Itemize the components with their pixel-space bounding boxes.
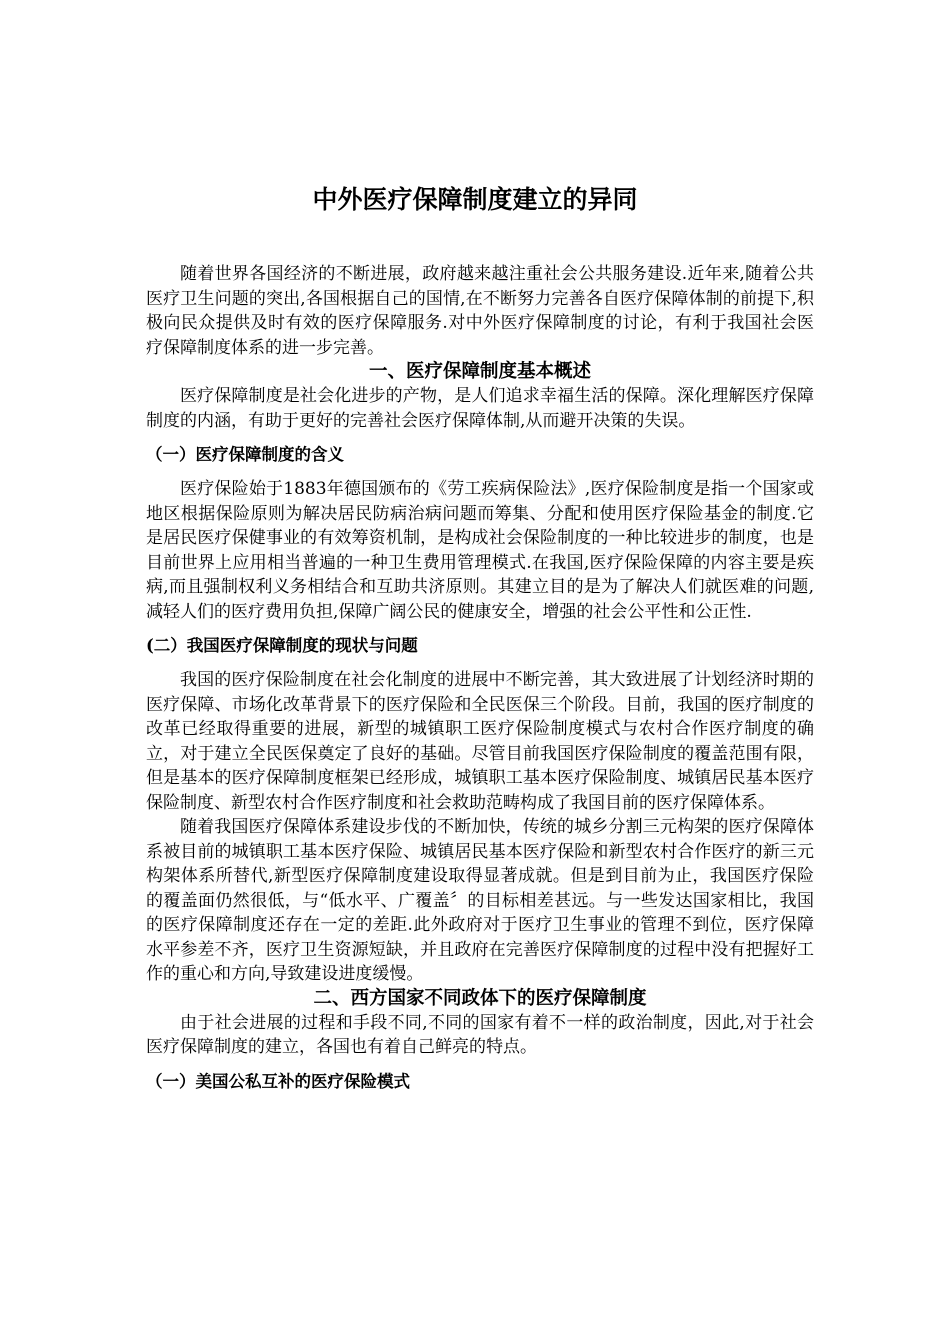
document-title: 中外医疗保障制度建立的异同 [312,185,638,214]
section-1-paragraph: 医疗保障制度是社会化进步的产物，是人们追求幸福生活的保障。深化理解医疗保障制度的内涵，有助于更好的完善社会医疗保障体制,从而避开决策的失误。 [146,386,814,431]
section-1-sub-2-paragraph-1: 我国的医疗保险制度在社会化制度的进展中不断完善，其大致进展了计划经济时期的医疗保障、市场化改革背景下的医疗保险和全民医保三个阶段。目前，我国的医疗制度的改革已经取得重要的进展，新型的城镇职工医疗保险制度模式与农村合作医疗制度的确立，对于建立全民医保奠定了良好的基础。尽管目前我国医疗保险制度的覆盖范围有限，但是基本的医疗保障制度框架已经形成，城镇职工基本医疗保险制度、城镇居民基本医疗保险制度、新型农村合作医疗制度和社会救助范畴构成了我国目前的医疗保障体系。 [146,670,814,813]
section-1-heading: 一、医疗保障制度基本概述 [368,361,591,382]
section-1-sub-2-heading: (二）我国医疗保障制度的现状与问题 [146,636,418,655]
section-1-sub-1-heading: （一）医疗保障制度的含义 [146,445,344,464]
section-1-sub-2-paragraph-2: 随着我国医疗保障体系建设步伐的不断加快，传统的城乡分割三元构架的医疗保障体系被目前的城镇职工基本医疗保险、城镇居民基本医疗保险和新型农村合作医疗的新三元构架体系所替代,新型医疗保障制度建设取得显著成就。但是到目前为止，我国医疗保险的覆盖面仍然很低，与“低水平、广覆盖〞的目标相差甚远。与一些发达国家相比，我国的医疗保障制度还存在一定的差距.此外政府对于医疗卫生事业的管理不到位，医疗保障水平参差不齐，医疗卫生资源短缺，并且政府在完善医疗保障制度的过程中没有把握好工作的重心和方向,导致建设进度缓慢。 [146,817,814,984]
document-body [146,262,814,1104]
section-2-paragraph: 由于社会进展的过程和手段不同,不同的国家有着不一样的政治制度，因此,对于社会医疗保障制度的建立，各国也有着自己鲜亮的特点。 [146,1012,814,1057]
intro-paragraph: 随着世界各国经济的不断进展，政府越来越注重社会公共服务建设.近年来,随着公共医疗卫生问题的突出,各国根据自己的国情,在不断努力完善各自医疗保障体制的前提下,积极向民众提供及时有效的医疗保障服务.对中外医疗保障制度的讨论，有利于我国社会医疗保障制度体系的进一步完善。 [146,264,814,358]
section-1-sub-1-paragraph: 医疗保险始于1883年德国颁布的《劳工疾病保险法》,医疗保险制度是指一个国家或地区根据保险原则为解决居民防病治病问题而筹集、分配和使用医疗保险基金的制度.它是居民医疗保健事业的有效筹资机制，是构成社会保险制度的一种比较进步的制度，也是目前世界上应用相当普遍的一种卫生费用管理模式.在我国,医疗保险保障的内容主要是疾病,而且强制权利义务相结合和互助共济原则。其建立目的是为了解决人们就医难的问题,减轻人们的医疗费用负担,保障广阔公民的健康安全，增强的社会公平性和公正性. [146,479,814,622]
section-2-heading: 二、西方国家不同政体下的医疗保障制度 [313,987,647,1009]
section-2-sub-1-heading: （一）美国公私互补的医疗保险模式 [146,1071,410,1091]
